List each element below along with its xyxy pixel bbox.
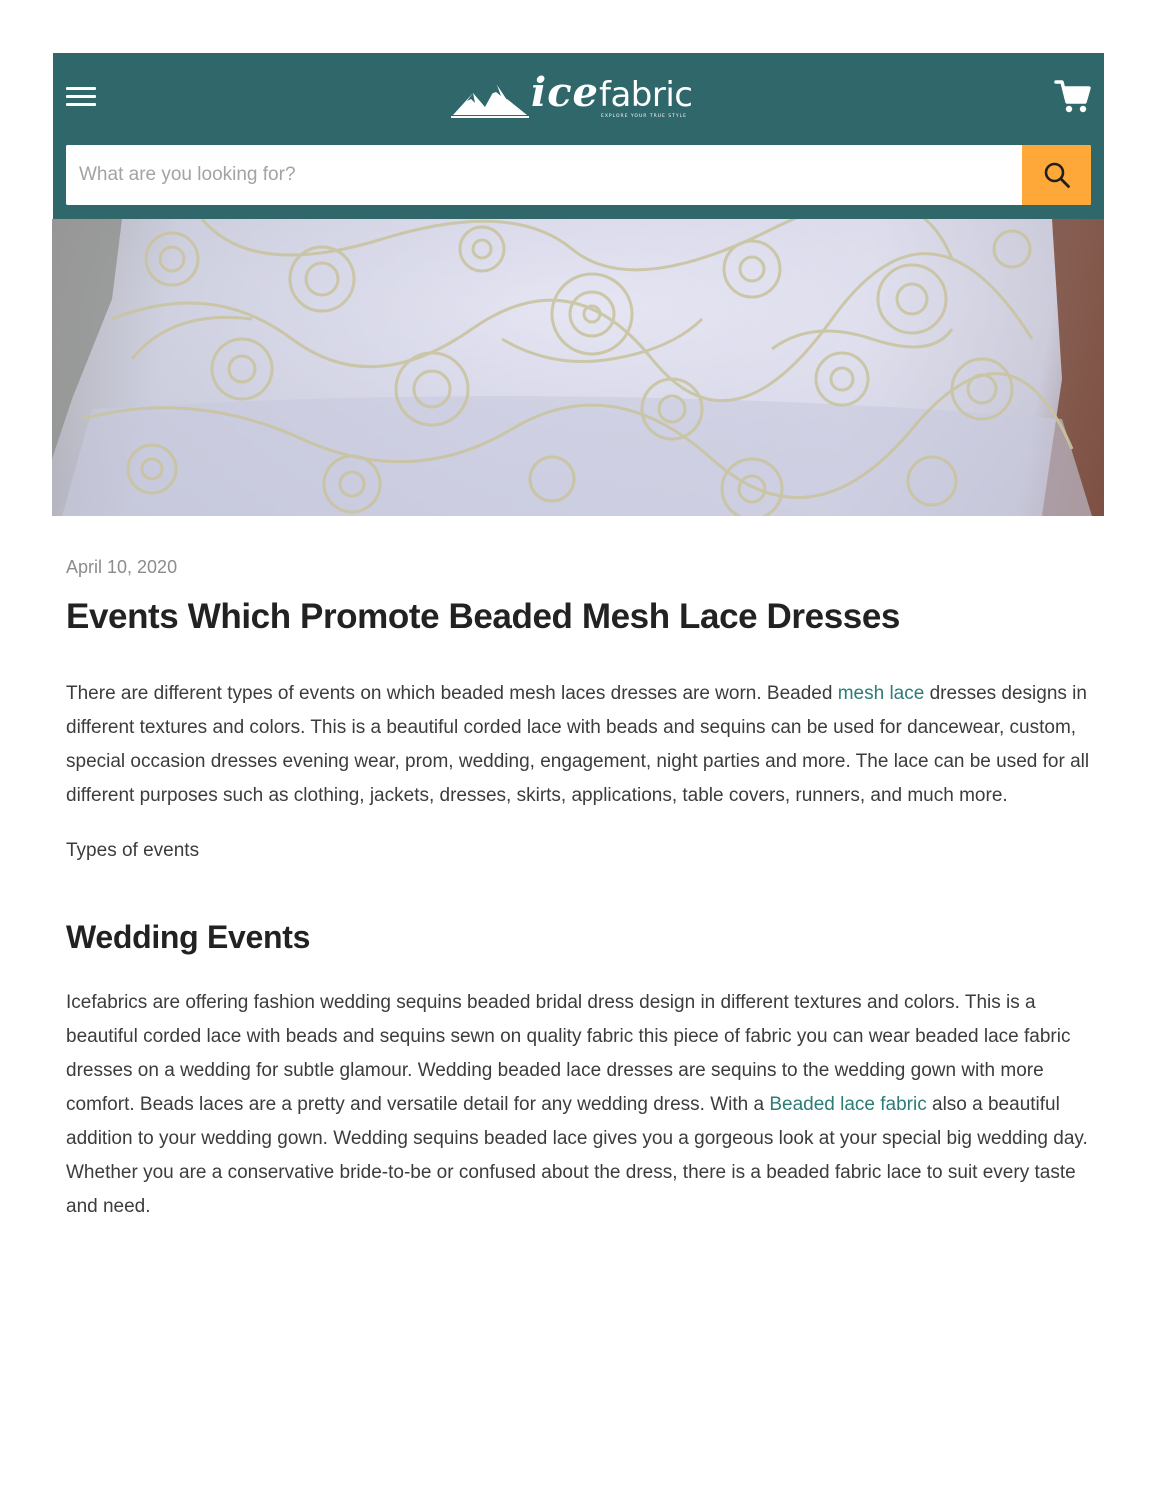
logo-fabric-text: fabric	[599, 75, 693, 115]
mesh-lace-link[interactable]: mesh lace	[837, 683, 925, 704]
shopping-cart-icon[interactable]	[1054, 77, 1092, 115]
wedding-text-start: Icefabrics are offering fashion wedding sequins beaded bridal dress design in different textures and colors. This is a beautiful corded lace with beads and sequins sewn on quality fabric this piece of fabric you can wear beaded lace fabric dresses on a wedding for subtle glamour. Wedding beaded lace dresses are sequins to the wedding gown with more comfort. Beads laces are a pretty and versatile detail for any wedding dress. With a	[66, 992, 1071, 1115]
logo-ice-text: ice	[531, 69, 599, 116]
blog-article	[66, 552, 1096, 1224]
search-icon	[1043, 161, 1071, 189]
intro-text-end: dresses designs in different textures and colors. This is a beautiful corded lace with beads and sequins can be used for dancewear, custom, special occasion dresses evening wear, prom, wedding, engagement, night parties and more. The lace can be used for all different purposes such as clothing, jackets, dresses, skirts, applications, table covers, runners, and much more.	[66, 683, 1090, 806]
site-logo[interactable]	[451, 69, 707, 125]
site-header	[53, 53, 1104, 219]
search-bar	[66, 145, 1091, 205]
hamburger-menu-icon[interactable]	[66, 85, 96, 109]
types-of-events-label: Types of events	[66, 840, 200, 861]
lace-pattern-image	[52, 219, 1104, 516]
intro-text-start: There are different types of events on which beaded mesh laces dresses are worn. Beaded	[66, 683, 838, 704]
logo-wordmark	[531, 69, 693, 116]
hero-lace-image	[52, 219, 1104, 516]
mountain-logo-icon	[451, 79, 531, 119]
wedding-paragraph	[66, 986, 1096, 1224]
intro-paragraph	[66, 677, 1096, 813]
logo-tagline: EXPLORE YOUR TRUE STYLE	[601, 114, 687, 119]
beaded-lace-fabric-link[interactable]: Beaded lace fabric	[769, 1094, 927, 1115]
search-button[interactable]	[1022, 145, 1091, 205]
search-input[interactable]	[66, 145, 1021, 205]
wedding-text-end: also a beautiful addition to your wedding gown. Wedding sequins beaded lace gives you a gorgeous look at your special big wedding day. Whether you are a conservative bride-to-be or confused about the dress, there is a beaded fabric lace to suit every taste and need.	[66, 1094, 1088, 1217]
post-date: April 10, 2020	[66, 557, 178, 577]
wedding-events-heading: Wedding Events	[66, 919, 311, 955]
article-title: Events Which Promote Beaded Mesh Lace Dresses	[66, 597, 900, 636]
